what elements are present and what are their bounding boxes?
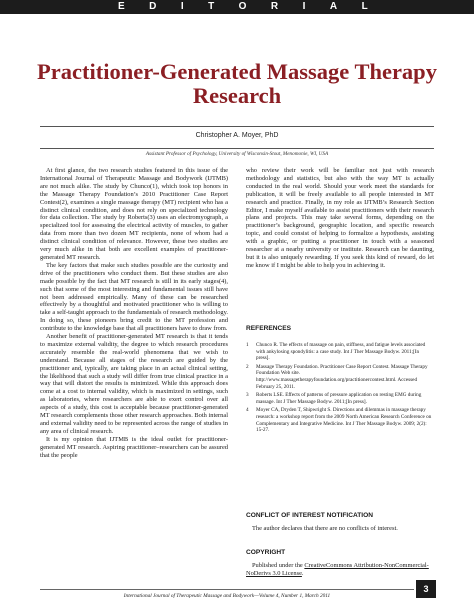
footer-rule: [40, 589, 414, 590]
journal-footer: International Journal of Therapeutic Massage and Bodywork—Volume 4, Number 1, March 2011: [123, 593, 331, 599]
left-column: [40, 167, 228, 570]
reference-text: Moyer CA, Dryden T, Shipwright S. Directions and dilemmas in massage therapy research: a workshop report from the 2009 North American Research Conference on Complementary and Integrative Medicine. Int J Ther Massage Bodyw. 2009; 2(2): 15-27.: [256, 407, 432, 434]
body-paragraph: It is my opinion that IJTMB is the ideal outlet for practitioner-generated MT research. Aspiring practitioner–researchers can be assured that the people: [40, 435, 228, 459]
references-heading: REFERENCES: [246, 325, 292, 332]
copyright-statement: [246, 562, 434, 578]
copyright-heading: COPYRIGHT: [246, 549, 286, 556]
reference-number: 4: [246, 407, 249, 414]
reference-number: 2: [246, 363, 249, 370]
author-affiliation: Assistant Professor of Psychology, University of Wisconsin-Stout, Menomonie, WI, USA: [145, 151, 329, 157]
reference-item: [246, 407, 434, 433]
reference-item: [246, 392, 434, 405]
right-column: [246, 167, 434, 269]
header-rule-bottom: [40, 148, 434, 149]
copyright-prefix: Published under the: [252, 562, 305, 569]
body-paragraph: The key factors that make such studies possible are the curiosity and drive of the practitioners who conduct them. But these studies are also made possible by the fact that MT research is still in its early stages(4), such that some of the most interesting and fundamental issues still have not been addressed empirically. Many of these can be researched effectively by a thoughtful and motivated practitioner who is willing to take a self-taught approach to the fundamentals of research methodology. In doing so, these pioneers bring credit to the MT profession and contribute to the knowledge base that all practitioners have to draw from.: [40, 261, 228, 333]
reference-number: 1: [246, 342, 249, 348]
reference-item: [246, 364, 434, 390]
copyright-suffix: .: [301, 569, 304, 577]
author-name: Christopher A. Moyer, PhD: [195, 132, 279, 139]
body-paragraph: Another benefit of practitioner-generated MT research is that it tends to maximize external validity, the degree to which research procedures accurately resemble the real-world phenomena that we wish to understand. Because all stages of the research are guided by the practitioner and, typically, are taking place in an actual clinical setting, the likelihood that such a study will differ from true clinical practice in a way that will distort the results is minimized. While this approach does come at a cost to internal validity, which is maximized in settings, such as laboratories, where researchers are able to exert control over all aspects of a study, this cost is acceptable because practitioner-generated MT research complements those other research approaches. Both internal and external validity need to be represented across the range of studies in any area of clinical research.: [40, 333, 228, 435]
reference-text[interactable]: Massage Therapy Foundation. Practitioner Case Report Contest. Massage Therapy Foundation Web site. http://www.massagetherapyfoundation.org/practitionercontest.html. Accessed February 25, 2011.: [256, 363, 428, 390]
section-banner: [0, 0, 474, 14]
article-title: Practitioner-Generated Massage Therapy Research: [37, 59, 437, 108]
conflict-statement: The author declares that there are no conflicts of interest.: [252, 525, 398, 532]
header-rule-top: [40, 126, 434, 127]
reference-text: Chunco R. The effects of massage on pain, stiffness, and fatigue levels associated with ankylosing spondylitis: a case study. Int J Ther Massage Bodyw. 2011;[In press].: [256, 342, 426, 362]
conflict-heading: CONFLICT OF INTEREST NOTIFICATION: [246, 512, 373, 519]
page-number: 3: [416, 580, 436, 598]
reference-item: [246, 342, 434, 362]
license-link[interactable]: CreativeCommons Attribution-NonCommercial-NoDerivs 3.0 License: [246, 562, 429, 577]
reference-list: [246, 342, 434, 436]
reference-text: Roberts LSE. Effects of patterns of pressure application on resting EMG during massage. Int J Ther Massage Bodyw. 2011;[In press].: [256, 392, 422, 405]
body-paragraph: At first glance, the two research studies featured in this issue of the International Journal of Therapeutic Massage and Bodywork (IJTMB) are not much alike. The study by Chunco(1), which took top honors in the Massage Therapy Foundation’s 2010 Practitioner Case Report Contest(2), examines a single massage therapy (MT) recipient who has a distinct clinical condition, and does not rely on specialized technology for data collection. The study by Roberts(3) uses an electromyograph, a specialized tool for assessing the electrical activity of muscles, to gather data from more than two dozen MT recipients, none of whom had a distinct clinical condition of relevance. However, these two studies are very much alike in that both are excellent examples of practitioner-generated MT research.: [40, 167, 228, 261]
section-label: EDITORIAL: [118, 1, 393, 12]
reference-number: 3: [246, 392, 249, 399]
body-paragraph-continued: who review their work will be familiar not just with research methodology and statistics, but also with the way MT is actually conducted in the real world. Should your work meet the standards for publication, it will be freely available to all people interested in MT research and practice. Finally, in my role as IJTMB’s Research Section Editor, I make myself available to assist practitioners with their research plans and projects. This may take several forms, depending on the practitioner’s background, geographic location, and specific research topic, and could consist of helping to formalize a hypothesis, assisting with a graphic, or putting a practitioner in touch with a seasoned researcher at a nearby university or institute. Research can be daunting, but it is also uniquely rewarding. If you seek this kind of reward, do let me know if I might be able to help you in achieving it.: [246, 167, 434, 269]
